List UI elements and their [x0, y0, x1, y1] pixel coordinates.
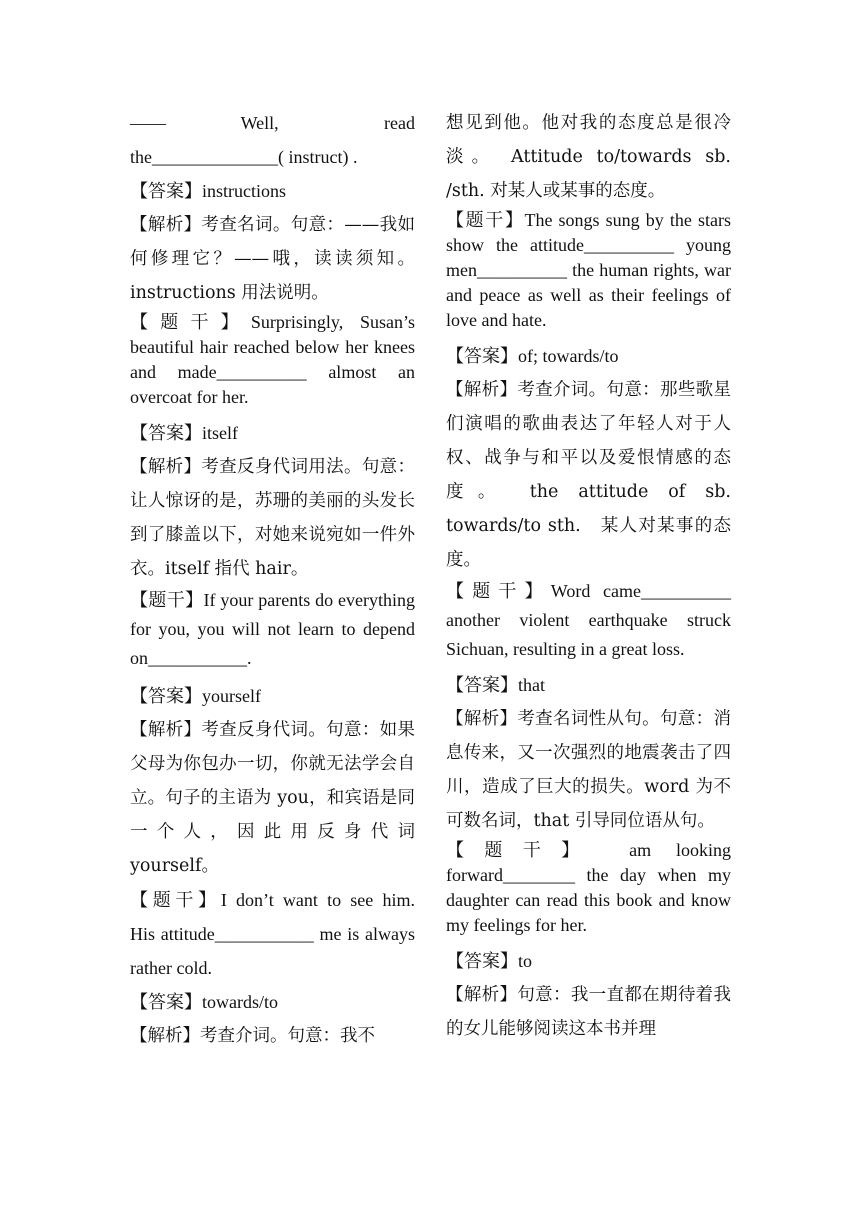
- question-stem: 【题干】Word came__________ another violent earthquake struck Sichuan, resulting in a great loss.: [446, 581, 731, 659]
- analysis-paragraph: 【解析】考查介词。句意：我不: [130, 1026, 375, 1046]
- left-column: [130, 106, 433, 1053]
- answer-line: 【答案】itself: [130, 423, 238, 443]
- analysis-paragraph: 【解析】考查反身代词。句意：如果父母为你包办一切，你就无法学会自立。句子的主语为 you，和宾语是同一个人，因此用反身代词 yourself。: [130, 720, 415, 876]
- question-text: —— Well, read the______________( instruct) .: [130, 113, 415, 167]
- analysis-paragraph: 【解析】考查介词。句意：那些歌星们演唱的歌曲表达了年轻人对于人权、战争与和平以及爱恨情感的态度。 the attitude of sb. towards/to sth. 某人对某事的态度。: [446, 380, 749, 570]
- analysis-paragraph: 【解析】考查反身代词用法。句意：让人惊讶的是，苏珊的美丽的头发长到了膝盖以下，对她来说宛如一件外衣。itself 指代 hair。: [130, 457, 415, 579]
- right-column: [446, 106, 749, 1046]
- analysis-paragraph: 【解析】句意：我一直都在期待着我的女儿能够阅读这本书并理: [446, 985, 731, 1039]
- question-stem: 【题干】If your parents do everything for you, you will not learn to depend on___________.: [130, 590, 415, 668]
- answer-line: 【答案】that: [446, 675, 545, 695]
- analysis-paragraph: 【解析】考查名词性从句。句意：消息传来，又一次强烈的地震袭击了四川，造成了巨大的损失。word 为不可数名词，that 引导同位语从句。: [446, 709, 731, 831]
- question-stem: 【题干】I don’t want to see him. His attitude___________ me is always rather cold.: [130, 890, 433, 978]
- answer-line: 【答案】yourself: [130, 686, 261, 706]
- answer-line: 【答案】to: [446, 951, 533, 971]
- analysis-paragraph: 【解析】考查名词。句意：——我如何修理它？——哦，读读须知。instructions 用法说明。: [130, 215, 415, 303]
- question-stem: 【题干】The songs sung by the stars show the attitude__________ young men__________ the human rights, war and peace as well as their feelings of love and hate.: [446, 210, 731, 330]
- analysis-continuation: 想见到他。他对我的态度总是很冷淡。 Attitude to/towards sb. /sth. 对某人或某事的态度。: [446, 113, 731, 201]
- question-stem: 【题干】Surprisingly, Susan’s beautiful hair reached below her knees and made__________ almost an overcoat for her.: [130, 312, 415, 407]
- question-stem: 【题干】 am looking forward________ the day when my daughter can read this book and know my feelings for her.: [446, 840, 731, 935]
- answer-line: 【答案】instructions: [130, 181, 286, 201]
- answer-line: 【答案】of; towards/to: [446, 346, 619, 366]
- answer-line: 【答案】towards/to: [130, 992, 278, 1012]
